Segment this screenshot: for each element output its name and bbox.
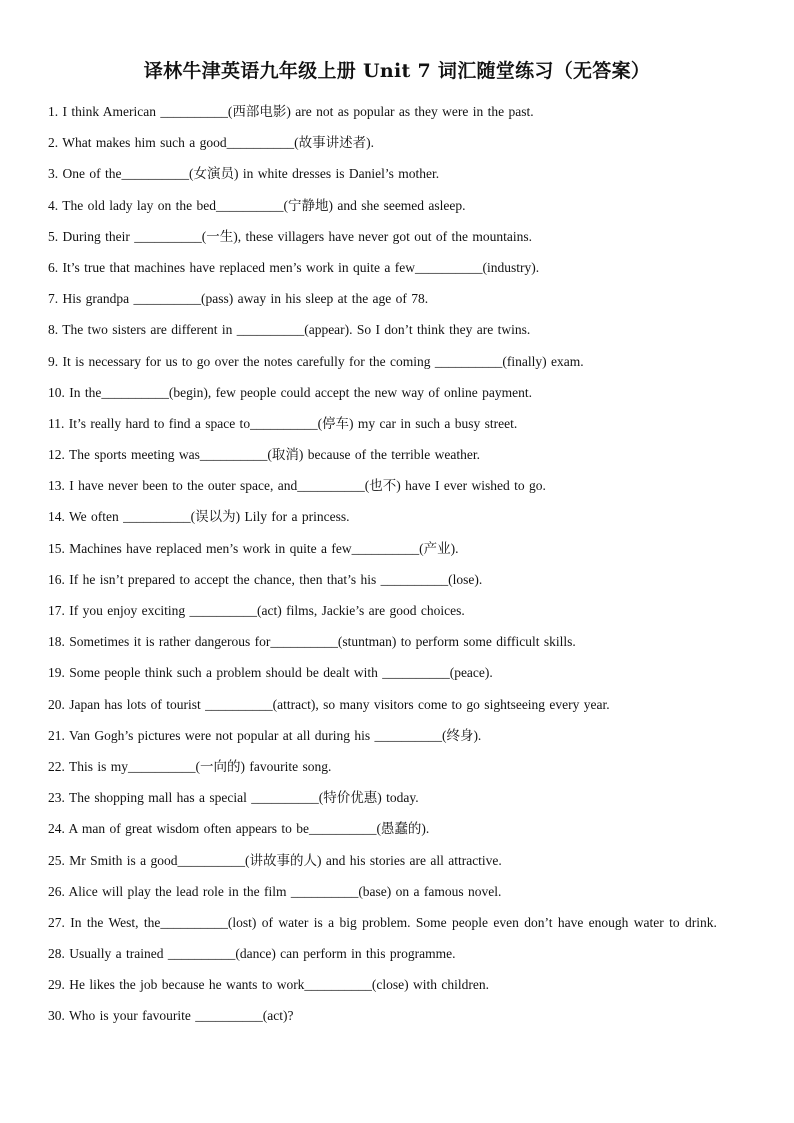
exercise-item: 28. Usually a trained __________(dance) can perform in this programme. [48,946,456,962]
exercise-item: 13. I have never been to the outer space, and__________(也不) have I ever wished to go. [48,478,546,494]
exercise-item: 6. It’s true that machines have replaced men’s work in quite a few__________(industry). [48,259,540,275]
exercise-item: 17. If you enjoy exciting __________(act) films, Jackie’s are good choices. [48,603,465,618]
exercise-item: 14. We often __________(误以为) Lily for a princess. [48,509,350,525]
exercise-item: 26. Alice will play the lead role in the film __________(base) on a famous novel. [48,883,502,899]
exercise-item: 5. During their __________(一生), these villagers have never got out of the mountains. [48,228,533,244]
exercise-item: 29. He likes the job because he wants to work__________(close) with children. [48,977,490,993]
exercise-item: 7. His grandpa __________(pass) away in his sleep at the age of 78. [48,291,429,307]
exercise-item: 20. Japan has lots of tourist __________(attract), so many visitors come to go sightseeing every year. [48,696,610,712]
exercise-item: 16. If he isn’t prepared to accept the chance, then that’s his __________(lose). [48,571,483,587]
exercise-item: 19. Some people think such a problem should be dealt with __________(peace). [48,665,493,681]
exercise-item: 4. The old lady lay on the bed__________(宁静地) and she seemed asleep. [48,197,466,213]
exercise-item: 24. A man of great wisdom often appears to be__________(愚蠢的). [48,821,430,837]
page-title: 译林牛津英语九年级上册 Unit 7 词汇随堂练习（无答案） [143,60,651,82]
exercise-item: 22. This is my__________(一向的) favourite song. [48,758,332,774]
exercise-item: 15. Machines have replaced men’s work in quite a few__________(产业). [48,540,459,556]
exercise-item: 18. Sometimes it is rather dangerous for__________(stuntman) to perform some difficult skills. [48,634,576,650]
exercise-item: 9. It is necessary for us to go over the notes carefully for the coming __________(finally) exam. [48,353,584,369]
exercise-item: 11. It’s really hard to find a space to__________(停车) my car in such a busy street. [48,415,518,431]
exercise-item: 10. In the__________(begin), few people could accept the new way of online payment. [48,384,532,400]
exercise-item: 3. One of the__________(女演员) in white dresses is Daniel’s mother. [48,166,440,182]
exercise-item: 23. The shopping mall has a special __________(特价优惠) today. [48,790,419,806]
exercise-item: 21. Van Gogh’s pictures were not popular at all during his __________(终身). [48,727,482,743]
exercise-item: 27. In the West, the__________(lost) of water is a big problem. Some people even don’t have enough water to drink. [48,914,717,930]
exercise-item: 30. Who is your favourite __________(act)? [48,1008,294,1024]
exercise-item: 25. Mr Smith is a good__________(讲故事的人) and his stories are all attractive. [48,852,502,868]
exercise-item: 12. The sports meeting was__________(取消) because of the terrible weather. [48,447,481,463]
exercise-item: 1. I think American __________(西部电影) are not as popular as they were in the past. [48,104,534,119]
exercise-item: 8. The two sisters are different in __________(appear). So I don’t think they are twins. [48,322,531,338]
exercise-item: 2. What makes him such a good__________(故事讲述者). [48,135,374,151]
exercise-list [48,96,748,1032]
